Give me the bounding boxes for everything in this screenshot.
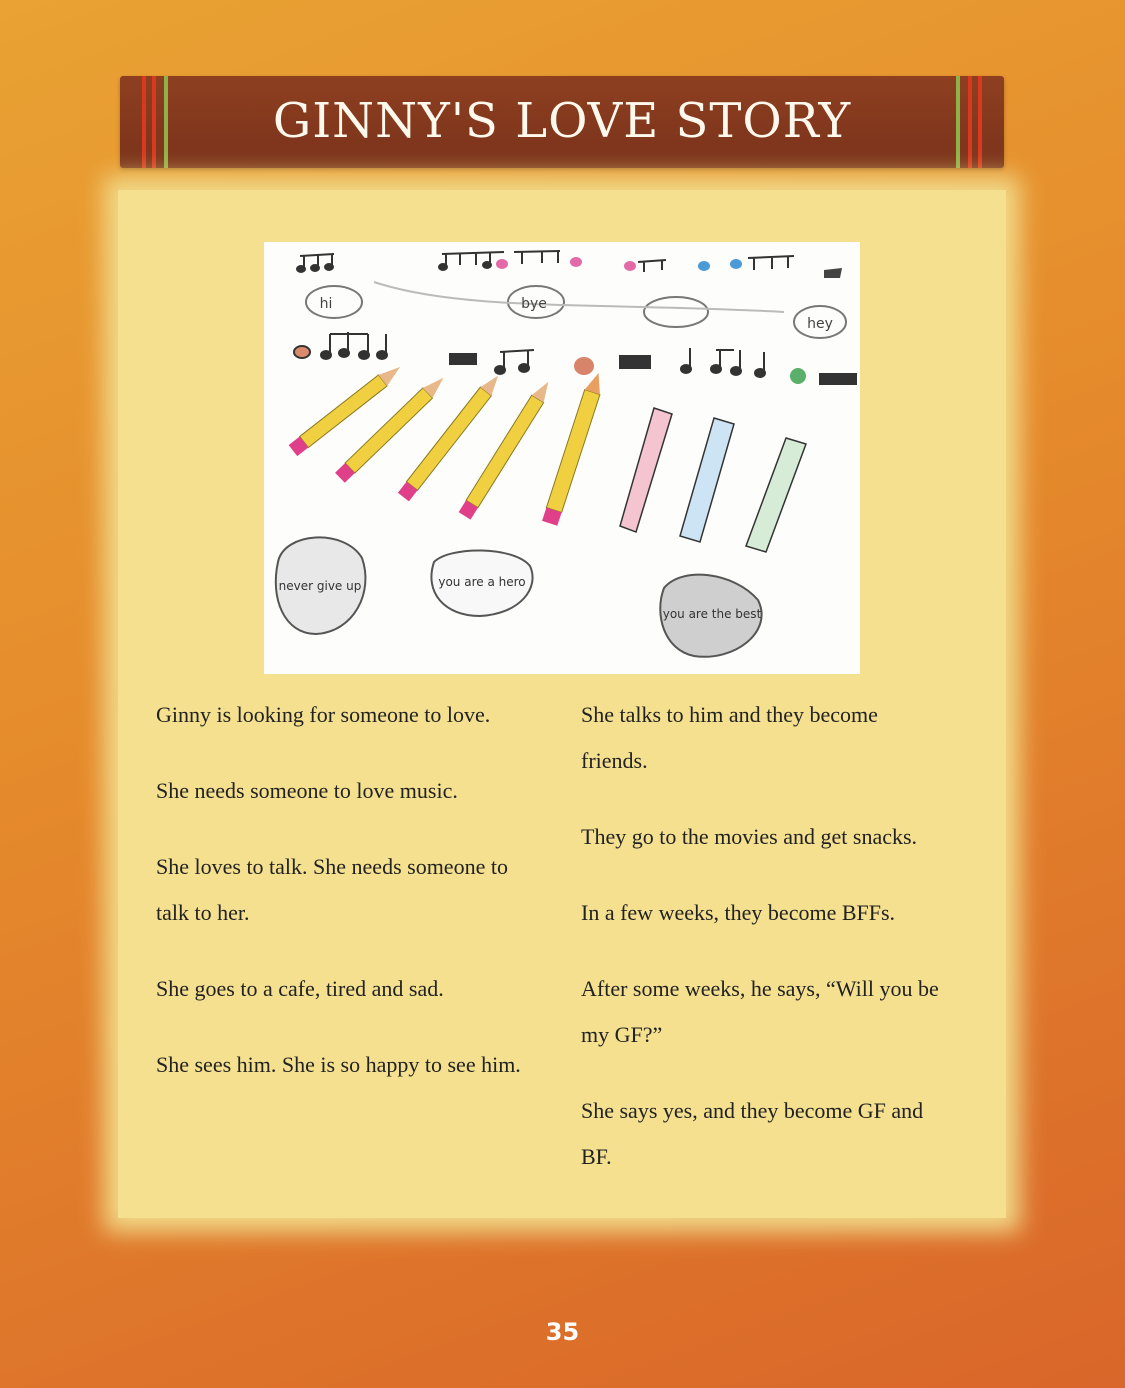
page-number: 35 [545, 1318, 580, 1346]
bubble-text: hey [807, 316, 833, 332]
story-paragraph: She loves to talk. She needs someone to talk to her. [156, 854, 508, 925]
story-paragraph: She talks to him and they become friends. [581, 702, 878, 773]
bubble-text: never give up [278, 579, 362, 593]
story-paragraph: Ginny is looking for someone to love. [156, 702, 491, 727]
drawing-svg [264, 242, 860, 674]
title-banner [120, 76, 1004, 168]
bubble-text: bye [521, 296, 547, 312]
bubble-text: you are the best [662, 607, 762, 621]
story-paragraph: After some weeks, he says, “Will you be my GF?” [581, 976, 939, 1047]
story-paragraph: They go to the movies and get snacks. [581, 824, 918, 849]
bubble-text: hi [319, 296, 333, 312]
child-drawing [264, 242, 860, 674]
story-paragraph: She sees him. She is so happy to see him. [156, 1052, 521, 1077]
story-left-column [156, 692, 556, 1118]
story-paragraph: She needs someone to love music. [156, 778, 458, 803]
story-paragraph: She says yes, and they become GF and BF. [581, 1098, 924, 1169]
story-paragraph: She goes to a cafe, tired and sad. [156, 976, 444, 1001]
bubble-text: you are a hero [438, 575, 526, 589]
story-right-column [581, 692, 981, 1210]
page-title: GINNY'S LOVE STORY [272, 93, 852, 149]
story-paragraph: In a few weeks, they become BFFs. [581, 900, 896, 925]
